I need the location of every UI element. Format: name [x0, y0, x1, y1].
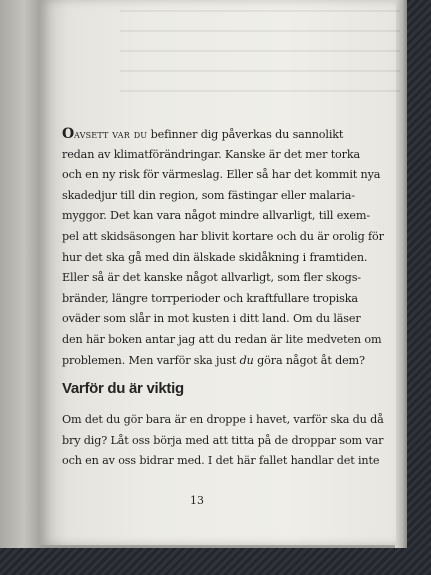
show-through-text — [120, 10, 400, 100]
small-caps-lead: avsett var du — [74, 128, 148, 141]
line-pre: problemen. Men varför ska just — [62, 353, 240, 367]
text-line: redan av klimatförändringar. Kanske är det mer torka — [62, 147, 360, 161]
line-rest: befinner dig påverkas du sannolikt — [147, 128, 344, 141]
paragraph-1 — [62, 124, 384, 371]
text-line: och en av oss bidrar med. I det här fallet handlar det inte — [62, 454, 380, 468]
text-line: oväder som slår in mot kusten i ditt land. Om du läser — [62, 312, 361, 326]
text-line: bränder, längre torrperioder och kraftfullare tropiska — [62, 291, 358, 305]
text-line: myggor. Det kan vara något mindre allvarligt, till exem- — [62, 209, 370, 223]
drop-cap: O — [62, 126, 75, 142]
text-line: skadedjur till din region, som fästingar eller malaria- — [62, 188, 355, 202]
paragraph-2 — [62, 410, 384, 472]
page-number: 13 — [190, 494, 204, 507]
line-post: göra något åt dem? — [253, 353, 365, 367]
text-line: Om det du gör bara är en droppe i havet, varför ska du då — [62, 413, 384, 426]
section-heading: Varför du är viktig — [62, 380, 184, 397]
text-line — [62, 351, 378, 372]
text-line: hur det ska gå med din älskade skidåkning i framtiden. — [62, 250, 368, 264]
text-line: och en ny risk för värmeslag. Eller så har det kommit nya — [62, 168, 381, 182]
text-line: Eller så är det kanske något allvarligt, som fler skogs- — [62, 271, 361, 285]
emphasis-du: du — [239, 353, 254, 367]
text-line — [62, 124, 378, 145]
left-page-curl — [0, 0, 44, 548]
text-line: bry dig? Låt oss börja med att titta på de droppar som var — [62, 433, 384, 447]
text-line: den här boken antar jag att du redan är lite medveten om — [62, 332, 382, 346]
text-line: pel att skidsäsongen har blivit kortare och du är orolig för — [62, 229, 384, 243]
